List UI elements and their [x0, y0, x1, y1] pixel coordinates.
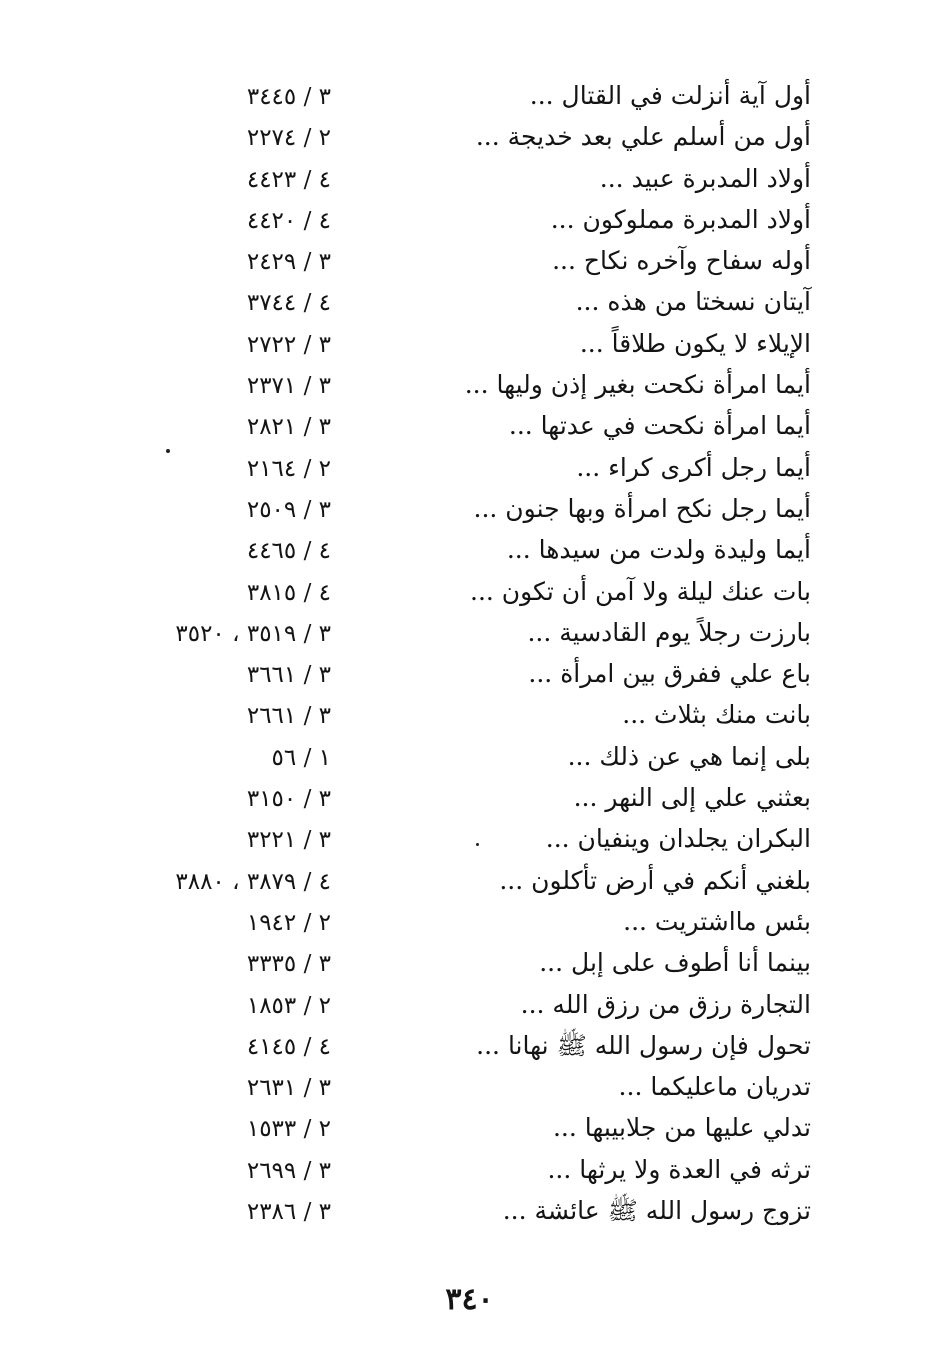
index-entry — [0, 1148, 939, 1189]
entry-phrase: بئس مااشتريت ... — [623, 906, 811, 936]
index-entry — [0, 1065, 939, 1106]
entry-reference: ٢ / ٢١٦٤ — [246, 455, 331, 482]
entry-phrase: بات عنك ليلة ولا آمن أن تكون ... — [470, 576, 811, 606]
index-entry — [0, 817, 939, 858]
index-entry — [0, 1024, 939, 1065]
entry-phrase: تدلي عليها من جلابيبها ... — [552, 1113, 811, 1143]
entry-reference: ٣ / ٢٣٧١ — [246, 373, 331, 400]
entry-phrase: أوله سفاح وآخره نكاح ... — [552, 246, 811, 276]
entry-phrase: أيما امرأة نكحت بغير إذن وليها ... — [464, 370, 811, 400]
index-entry — [0, 693, 939, 734]
entry-reference: ٤ / ٤٤٦٥ — [246, 538, 331, 565]
index-entry — [0, 735, 939, 776]
entry-phrase: أيما رجل نكح امرأة وبها جنون ... — [473, 493, 811, 523]
entry-reference: ٣ / ٣٤٤٥ — [246, 84, 331, 110]
index-entry — [0, 487, 939, 528]
index-entry — [0, 900, 939, 941]
index-entry — [0, 115, 939, 156]
entry-reference: ٢ / ١٨٥٣ — [246, 992, 331, 1019]
entry-reference: ٣ / ٢٨٢١ — [246, 414, 331, 441]
entry-phrase: آيتان نسختا من هذه ... — [575, 287, 811, 317]
entry-reference: ٣ / ٣١٥٠ — [246, 786, 331, 813]
print-speck — [476, 843, 479, 846]
index-entry — [0, 859, 939, 900]
entry-reference: ٤ / ٣٨٧٩ ، ٣٨٨٠ — [175, 868, 331, 895]
entry-phrase: البكران يجلدان وينفيان ... — [545, 824, 811, 854]
entry-reference: ٣ / ٢٦٣١ — [246, 1075, 331, 1102]
index-entry — [0, 1106, 939, 1147]
index-entry — [0, 198, 939, 239]
index-entry — [0, 570, 939, 611]
entry-phrase: أول من أسلم علي بعد خديجة ... — [475, 122, 811, 152]
index-entry — [0, 941, 939, 982]
print-speck — [166, 449, 170, 453]
entry-phrase: تزوج رسول الله ﷺ عائشة ... — [502, 1196, 811, 1226]
entry-list — [0, 74, 939, 1230]
entry-reference: ٣ / ٢٧٢٢ — [246, 331, 331, 358]
entry-phrase: أول آية أنزلت في القتال ... — [529, 81, 811, 110]
index-entry — [0, 239, 939, 280]
entry-phrase: تدريان ماعليكما ... — [618, 1072, 811, 1102]
index-entry — [0, 157, 939, 198]
entry-reference: ٤ / ٣٨١٥ — [246, 579, 331, 606]
entry-phrase: التجارة رزق من رزق الله ... — [520, 989, 811, 1019]
index-entry — [0, 776, 939, 817]
entry-phrase: أولاد المدبرة عبيد ... — [599, 163, 811, 193]
entry-reference: ٣ / ٣٦٦١ — [246, 662, 331, 689]
entry-phrase: باع علي ففرق بين امرأة ... — [528, 659, 811, 689]
entry-reference: ٣ / ٢٣٨٦ — [246, 1199, 331, 1226]
entry-phrase: تحول فإن رسول الله ﷺ نهانا ... — [476, 1030, 811, 1060]
index-entry — [0, 74, 939, 115]
index-entry — [0, 363, 939, 404]
entry-reference: ٣ / ٣٣٣٥ — [246, 951, 331, 978]
entry-reference: ٣ / ٢٦٩٩ — [246, 1157, 331, 1184]
page-number: ٣٤٠ — [445, 1282, 494, 1317]
index-entry — [0, 983, 939, 1024]
entry-phrase: بينما أنا أطوف على إبل ... — [539, 948, 811, 978]
entry-reference: ٣ / ٢٥٠٩ — [246, 496, 331, 523]
index-entry — [0, 652, 939, 693]
entry-phrase: أولاد المدبرة مملوكون ... — [550, 204, 811, 234]
index-entry — [0, 404, 939, 445]
entry-reference: ٢ / ١٥٣٣ — [246, 1116, 331, 1143]
entry-phrase: أيما رجل أكرى كراء ... — [576, 452, 811, 482]
entry-phrase: بلغني أنكم في أرض تأكلون ... — [499, 865, 811, 895]
entry-phrase: بارزت رجلاً يوم القادسية ... — [527, 617, 811, 647]
entry-phrase: بعثني علي إلى النهر ... — [573, 783, 811, 813]
entry-phrase: أيما وليدة ولدت من سيدها ... — [506, 535, 811, 565]
entry-reference: ٣ / ٢٤٢٩ — [246, 249, 331, 276]
entry-phrase: بانت منك بثلاث ... — [622, 700, 811, 730]
entry-reference: ٤ / ٤٤٢٠ — [246, 207, 331, 234]
index-entry — [0, 611, 939, 652]
entry-phrase: أيما امرأة نكحت في عدتها ... — [508, 411, 811, 441]
index-entry — [0, 446, 939, 487]
index-entry — [0, 280, 939, 321]
index-entry — [0, 322, 939, 363]
entry-phrase: الإيلاء لا يكون طلاقاً ... — [579, 328, 811, 358]
entry-reference: ٣ / ٣٥١٩ ، ٣٥٢٠ — [175, 620, 331, 647]
entry-reference: ٣ / ٢٦٦١ — [246, 703, 331, 730]
index-entry — [0, 528, 939, 569]
entry-phrase: ترثه في العدة ولا يرثها ... — [547, 1154, 811, 1184]
entry-reference: ٤ / ٤٤٢٣ — [246, 166, 331, 193]
entry-reference: ٤ / ٣٧٤٤ — [246, 290, 331, 317]
entry-phrase: بلى إنما هي عن ذلك ... — [567, 741, 811, 771]
entry-reference: ٤ / ٤١٤٥ — [246, 1033, 331, 1060]
index-entry — [0, 1189, 939, 1230]
entry-reference: ٢ / ١٩٤٢ — [246, 909, 331, 936]
entry-reference: ١ / ٥٦ — [271, 744, 331, 771]
entry-reference: ٣ / ٣٢٢١ — [246, 827, 331, 854]
entry-reference: ٢ / ٢٢٧٤ — [246, 125, 331, 152]
